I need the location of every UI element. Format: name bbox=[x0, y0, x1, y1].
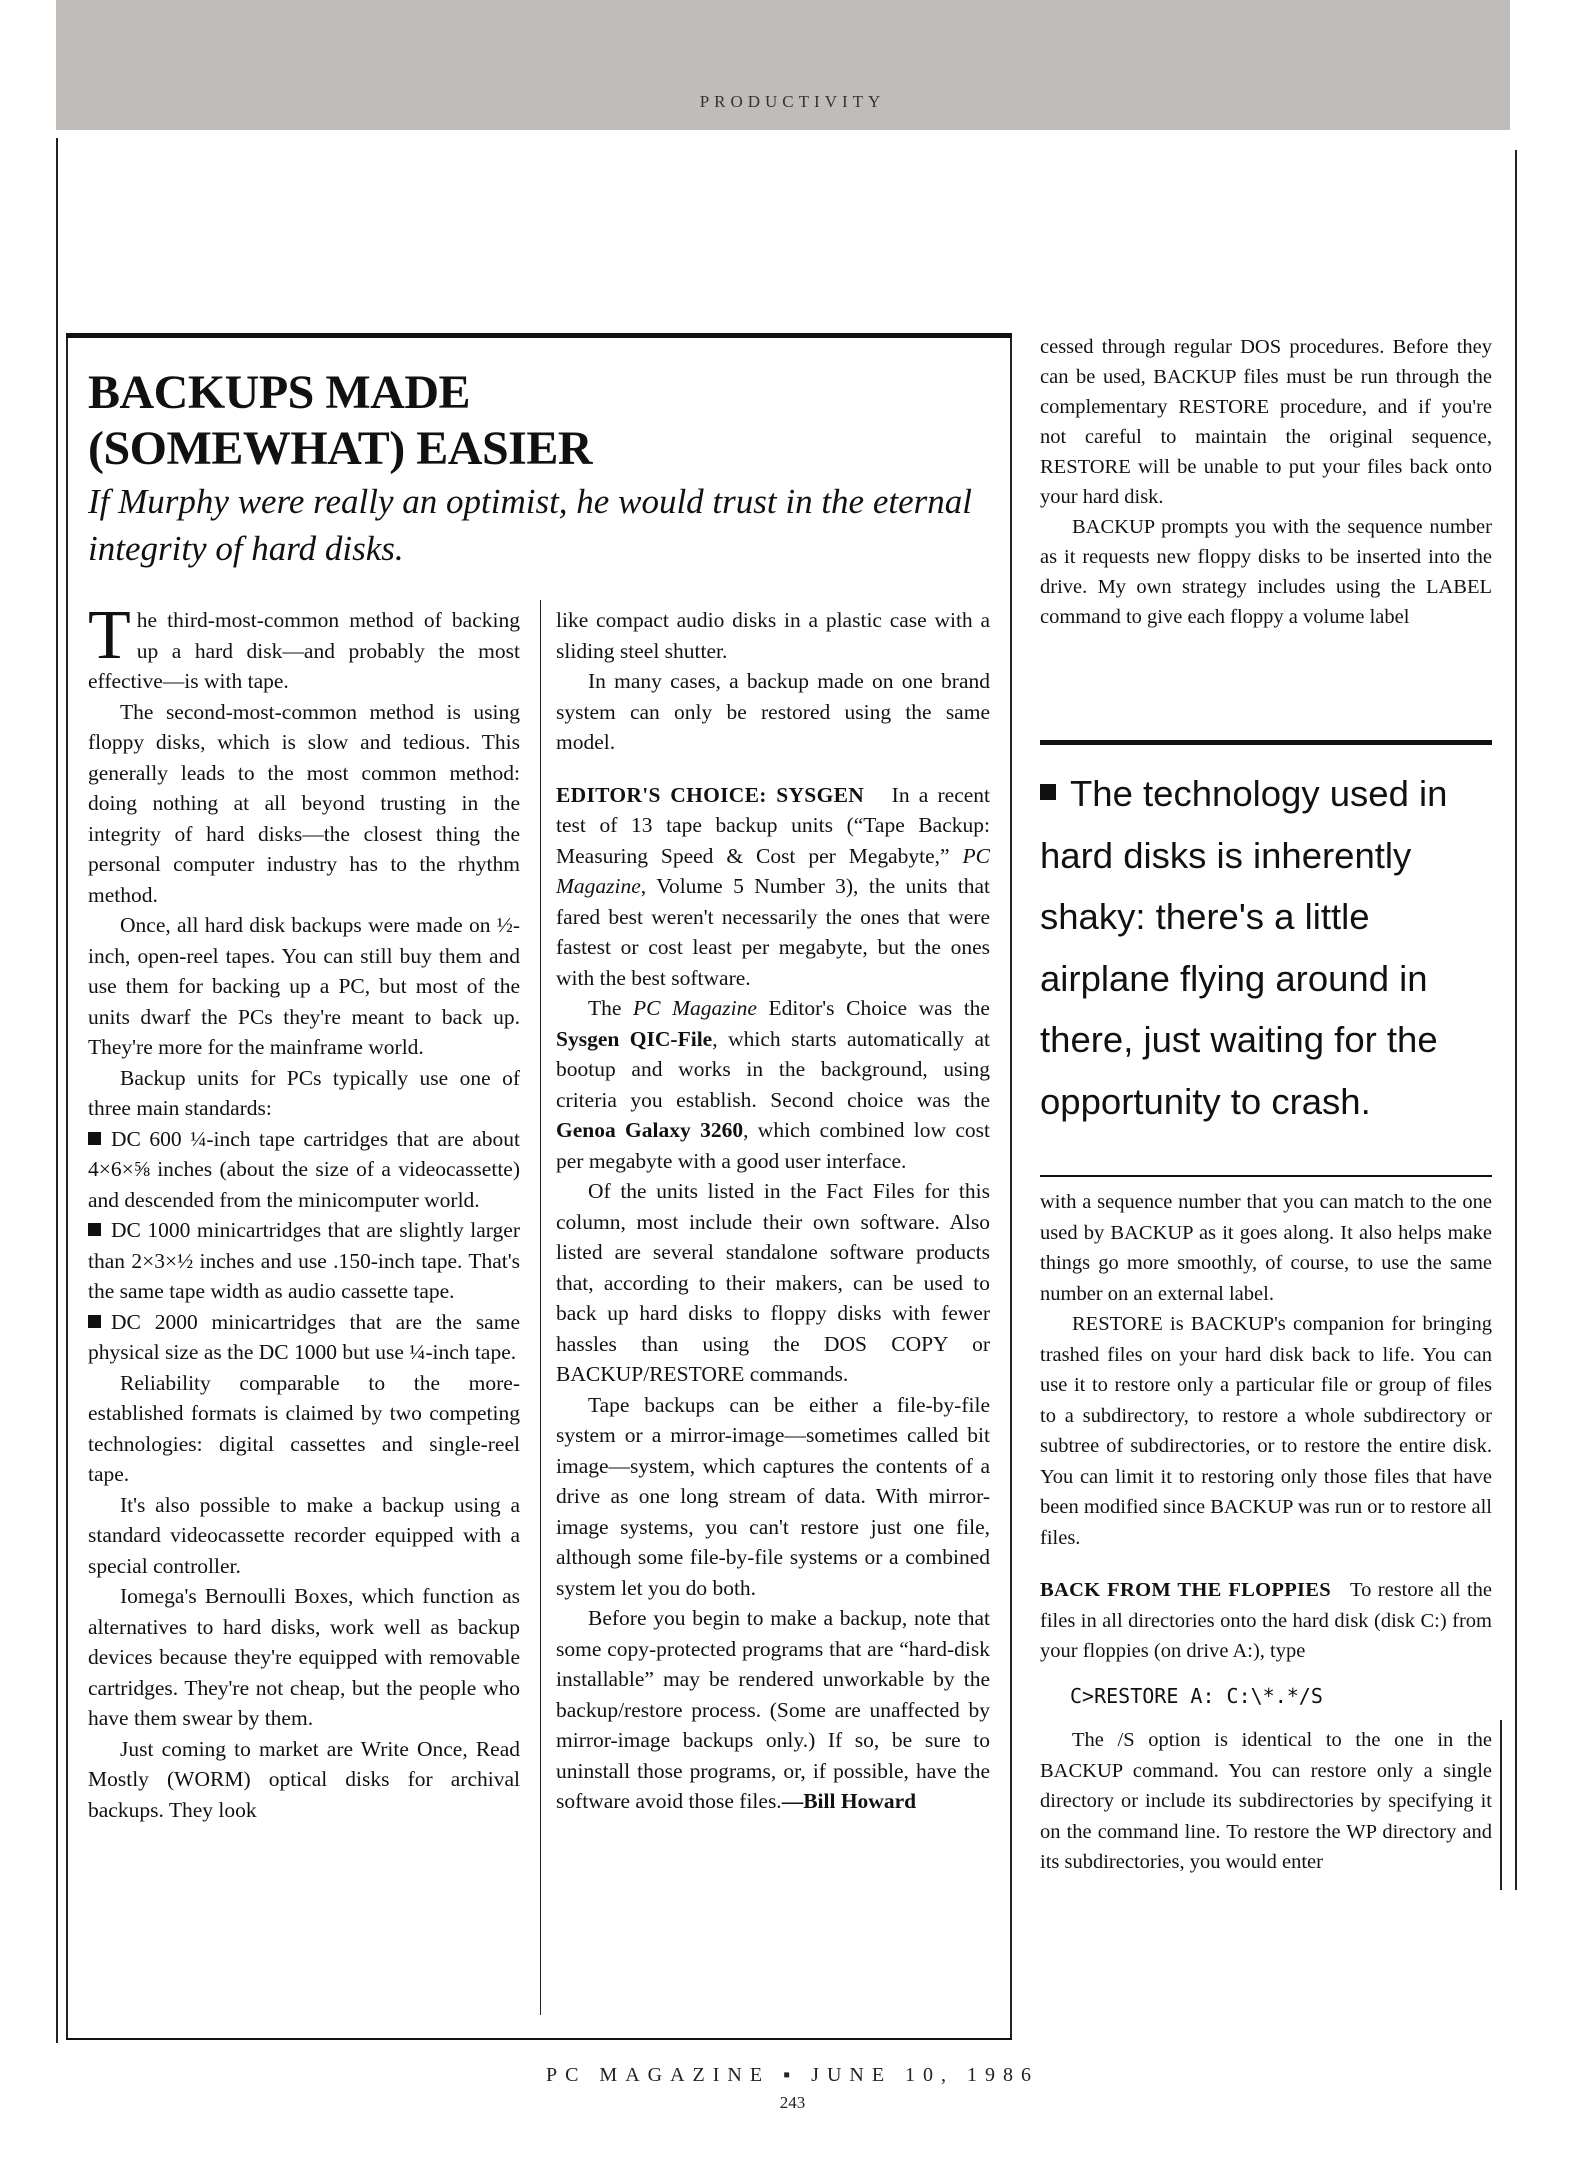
paragraph: Backup units for PCs typically use one of three main standards: bbox=[88, 1065, 520, 1120]
pullquote-top-rule bbox=[1040, 740, 1492, 745]
paragraph: Of the units listed in the Fact Files for this column, most include their own software. Also listed are several standalone software products that, according to their makers, can be used to back up hard disks to floppy disks with fewer hassles than using the DOS COPY or BACKUP/RESTORE commands. bbox=[556, 1179, 990, 1386]
footer-line: PC MAGAZINE ▪ JUNE 10, 1986 bbox=[545, 2064, 1040, 2086]
column-rule-2 bbox=[1010, 335, 1012, 2040]
paragraph: Reliability comparable to the more-established formats is claimed by two competing technologies: digital cassettes and single-reel tape. bbox=[88, 1370, 520, 1486]
pull-quote: The technology used in hard disks is inherently shaky: there's a little airplane flying around in there, just waiting for the opportunity to crash. bbox=[1040, 773, 1448, 1122]
paragraph: EDITOR'S CHOICE: SYSGEN In a recent test of 13 tape backup units (“Tape Backup: Measuring Speed & Cost per Megabyte,” PC Magazine, Volume 5 Number 3), the units that fared best weren't necessarily the ones that were fastest or cost least per megabyte, but the ones with the best software. bbox=[556, 782, 991, 990]
paragraph: Iomega's Bernoulli Boxes, which function as alternatives to hard disks, work well as backup devices because they're equipped with removable cartridges. They're not cheap, but the people who have them swear by them. bbox=[88, 1584, 520, 1730]
bullet-item: DC 2000 minicartridges that are the same physical size as the DC 1000 but use ¼-inch tape. bbox=[88, 1309, 520, 1364]
paragraph: The third-most-common method of backing up a hard disk—and probably the most effective—is with tape. bbox=[88, 597, 520, 693]
article-headline bbox=[88, 365, 988, 477]
column-rule-1 bbox=[540, 600, 541, 2015]
paragraph: BACKUP prompts you with the sequence number as it requests new floppy disks to be inserted into the drive. My own strategy includes using the LABEL command to give each floppy a volume label bbox=[1040, 516, 1492, 628]
paragraph: Before you begin to make a backup, note that some copy-protected programs that are “hard-disk installable” may be rendered unworkable by the backup/restore process. (Some are unaffected by mirror-image backups only.) If so, be sure to uninstall those programs, or, if possible, have the software avoid those files.—Bill Howard bbox=[556, 1606, 990, 1813]
paragraph: BACK FROM THE FLOPPIES To restore all the files in all directories onto the hard disk (disk C:) from your floppies (on drive A:), type bbox=[1040, 1579, 1492, 1662]
paragraph: The second-most-common method is using floppy disks, which is slow and tedious. This generally leads to the most common method: doing nothing at all beyond trusting in the integrity of hard disks—the closest thing the personal computer industry has to the rhythm method. bbox=[88, 699, 520, 907]
box-bottom-rule bbox=[66, 2038, 1012, 2040]
subhead-editors-choice: EDITOR'S CHOICE: SYSGEN bbox=[556, 782, 865, 807]
paragraph: Once, all hard disk backups were made on ½-inch, open-reel tapes. You can still buy them and use them for backing up a PC, but most of the units dwarf the PCs they're meant to back up. They're more for the mainframe world. bbox=[88, 913, 520, 1059]
paragraph: cessed through regular DOS procedures. Before they can be used, BACKUP files must be run through the complementary RESTORE procedure, and if you're not careful to maintain the original sequence, RESTORE will be unable to put your files back onto your hard disk. bbox=[1040, 336, 1492, 508]
headline-line-2: (SOMEWHAT) EASIER bbox=[88, 422, 593, 475]
subhead-back-from-floppies: BACK FROM THE FLOPPIES bbox=[1040, 1579, 1331, 1601]
bullet-square-icon bbox=[1040, 784, 1056, 800]
bullet-square-icon bbox=[88, 1132, 101, 1145]
column-rule-3 bbox=[1500, 1720, 1502, 1890]
bullet-square-icon bbox=[88, 1315, 101, 1328]
paragraph: The /S option is identical to the one in the BACKUP command. You can restore only a single directory or include its subdirectories by specifying it on the command line. To restore the WP directory and its subdirectories, you would enter bbox=[1040, 1729, 1492, 1873]
headline-rule bbox=[66, 333, 1012, 338]
paragraph: In many cases, a backup made on one brand system can only be restored using the same model. bbox=[556, 669, 990, 754]
bullet-square-icon bbox=[88, 1223, 101, 1236]
box-left-rule bbox=[66, 335, 68, 2040]
column-1 bbox=[88, 597, 520, 1825]
paragraph: It's also possible to make a backup using a standard videocassette recorder equipped with a special controller. bbox=[88, 1492, 520, 1578]
left-margin-rule bbox=[56, 138, 58, 2043]
paragraph: The PC Magazine Editor's Choice was the Sysgen QIC-File, which starts automatically at bootup and works in the background, using criteria you establish. Second choice was the Genoa Galaxy 3260, which combined low cost per megabyte with a good user interface. bbox=[556, 996, 990, 1173]
column-3-top bbox=[1040, 332, 1492, 632]
bullet-item: DC 600 ¼-inch tape cartridges that are about 4×6×⅝ inches (about the size of a videocassette) and descended from the minicomputer world. bbox=[88, 1126, 520, 1212]
article-deck: If Murphy were really an optimist, he would trust in the eternal integrity of hard disks. bbox=[88, 482, 972, 568]
bullet-item: DC 1000 minicartridges that are slightly larger than 2×3×½ inches and use .150-inch tape. That's the same tape width as audio cassette tape. bbox=[88, 1218, 520, 1303]
paragraph: Tape backups can be either a file-by-file system or a mirror-image—sometimes called bit image—system, which captures the contents of a drive as one long stream of data. With mirror-image systems, you can't restore just one file, although some file-by-file systems or a combined system let you do both. bbox=[556, 1392, 990, 1600]
column-2 bbox=[556, 605, 990, 1817]
byline: —Bill Howard bbox=[781, 1789, 917, 1813]
section-label: PRODUCTIVITY bbox=[699, 92, 886, 111]
page-number: 243 bbox=[779, 2093, 806, 2112]
paragraph: Just coming to market are Write Once, Read Mostly (WORM) optical disks for archival backups. They look bbox=[88, 1736, 520, 1822]
paragraph: like compact audio disks in a plastic case with a sliding steel shutter. bbox=[556, 608, 990, 663]
right-margin-rule bbox=[1515, 150, 1517, 1890]
headline-line-1: BACKUPS MADE bbox=[88, 366, 471, 419]
column-3-bottom bbox=[1040, 1187, 1492, 1878]
paragraph: RESTORE is BACKUP's companion for bringing trashed files on your hard disk back to life. You can use it to restore only a particular file or group of files to a subdirectory, to restore a whole subdirectory or subtree of subdirectories, or to restore the entire disk. You can limit it to restoring only those files that have been modified since BACKUP was run or to restore all files. bbox=[1040, 1313, 1492, 1549]
code-command: C>RESTORE A: C:\*.*/S bbox=[1070, 1683, 1323, 1708]
pullquote-bottom-rule bbox=[1040, 1175, 1492, 1177]
paragraph: with a sequence number that you can match to the one used by BACKUP as it goes along. It also helps make things go more smoothly, of course, to use the same number on an external label. bbox=[1040, 1191, 1492, 1305]
drop-cap: T bbox=[88, 597, 131, 674]
